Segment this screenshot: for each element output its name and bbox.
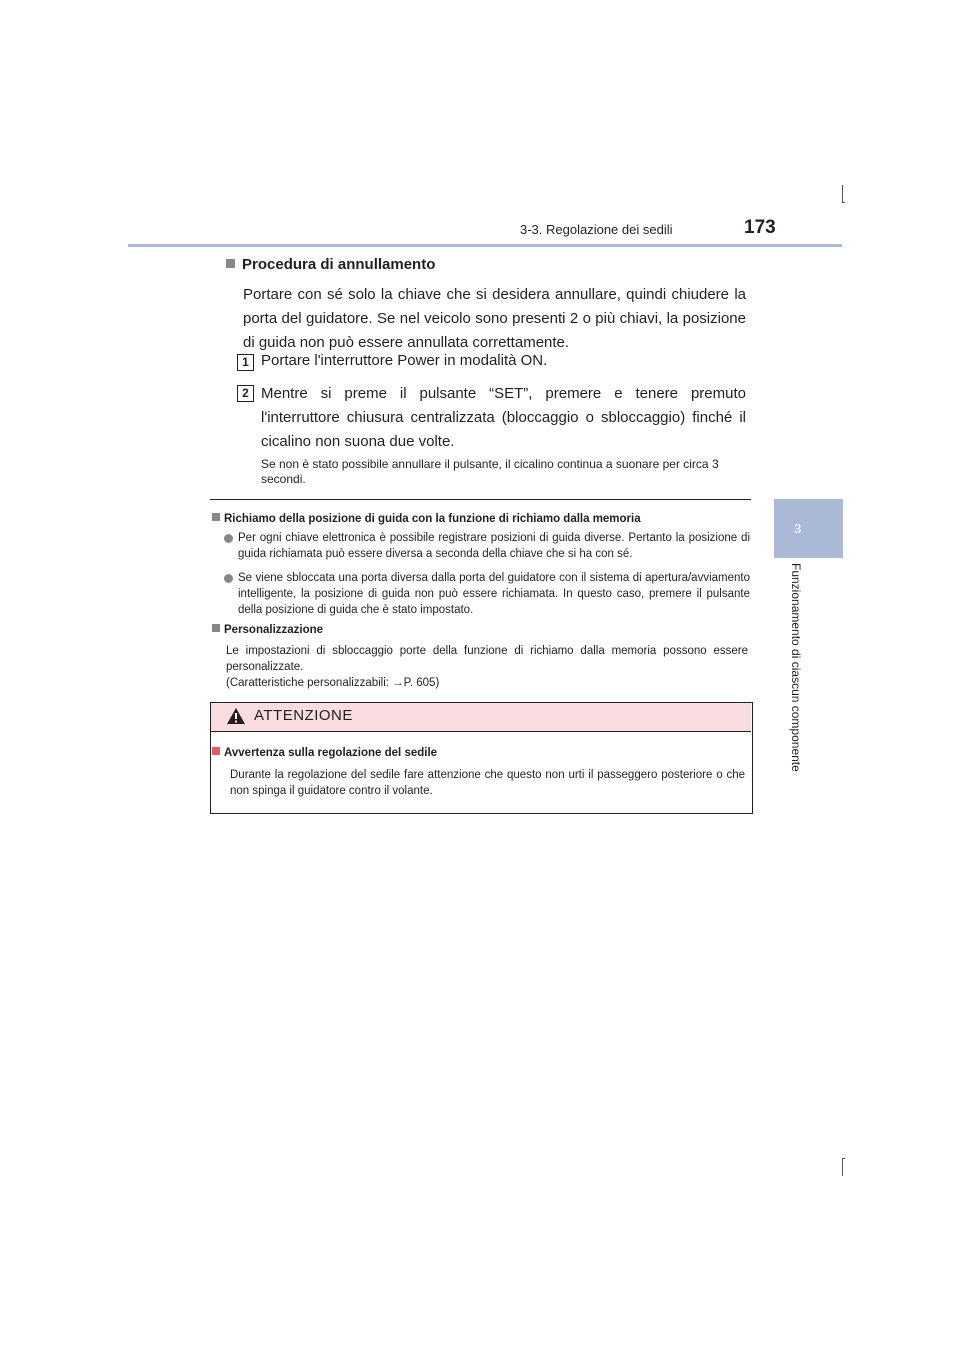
crop-mark-bottom <box>842 1158 843 1176</box>
recall-bullet-text-1: Per ogni chiave elettronica è possibile registrare posizioni di guida diverse. Pertanto la posizione di guida richiamata può essere diversa a seconda della chiave che si ha con sé. <box>238 532 750 560</box>
personalization-title: Personalizzazione <box>224 624 324 636</box>
page-number: 173 <box>744 217 776 238</box>
step-text-2: Mentre si preme il pulsante “SET”, premere e tenere premuto l'interruttore chiusura centralizzata (bloccaggio o sbloccaggio) finché il cicalino non suona due volte. <box>261 385 746 450</box>
round-bullet-icon <box>224 534 233 543</box>
header-rule <box>128 244 842 247</box>
step-note: Se non è stato possibile annullare il pulsante, il cicalino continua a suonare per circa 3 secondi. <box>261 457 719 486</box>
procedure-intro: Portare con sé solo la chiave che si desidera annullare, quindi chiudere la porta del guidatore. Se nel veicolo sono presenti 2 o più chiavi, la posizione di guida non può essere annullata correttamente. <box>243 286 746 351</box>
procedure-heading <box>226 256 435 273</box>
personalization-ref: (Caratteristiche personalizzabili: →P. 605) <box>226 677 440 689</box>
square-bullet-icon <box>212 513 220 521</box>
square-bullet-icon <box>226 259 235 268</box>
warning-subtitle: Avvertenza sulla regolazione del sedile <box>224 747 438 759</box>
square-bullet-icon <box>212 747 220 755</box>
warning-triangle-icon <box>226 707 246 725</box>
personalization-text: Le impostazioni di sbloccaggio porte della funzione di richiamo dalla memoria possono essere personalizzate. <box>226 645 748 673</box>
recall-bullet-2 <box>224 570 750 618</box>
warning-body: Durante la regolazione del sedile fare attenzione che questo non urti il passeggero posteriore o che non spinga il guidatore contro il volante. <box>230 769 745 797</box>
personalization-body <box>226 643 748 691</box>
section-header: 3-3. Regolazione dei sedili <box>520 222 673 237</box>
step-number-1: 1 <box>237 354 254 371</box>
recall-heading <box>212 511 641 527</box>
step-text-1: Portare l'interruttore Power in modalità ON. <box>261 352 548 369</box>
step-number-2: 2 <box>237 385 254 402</box>
chapter-number: 3 <box>794 521 802 536</box>
section-divider <box>210 499 751 500</box>
recall-title: Richiamo della posizione di guida con la funzione di richiamo dalla memoria <box>224 513 641 525</box>
recall-bullet-1 <box>224 530 750 562</box>
crop-mark-top-tick <box>842 202 845 203</box>
warning-subheading <box>212 745 437 761</box>
chapter-title-vertical: Funzionamento di ciascun componente <box>789 563 803 772</box>
recall-bullet-text-2: Se viene sbloccata una porta diversa dalla porta del guidatore con il sistema di apertura/avviamento intelligente, la posizione di guida non può essere richiamata. In questo caso, premere il pulsante della posizione di guida che è stato impostato. <box>238 572 750 616</box>
chapter-tab <box>774 499 843 558</box>
procedure-title: Procedura di annullamento <box>242 256 436 273</box>
crop-mark-bottom-tick <box>842 1158 845 1159</box>
round-bullet-icon <box>224 574 233 583</box>
personalization-heading <box>212 622 323 638</box>
crop-mark-top <box>842 185 843 203</box>
warning-title: ATTENZIONE <box>254 707 353 724</box>
square-bullet-icon <box>212 624 220 632</box>
